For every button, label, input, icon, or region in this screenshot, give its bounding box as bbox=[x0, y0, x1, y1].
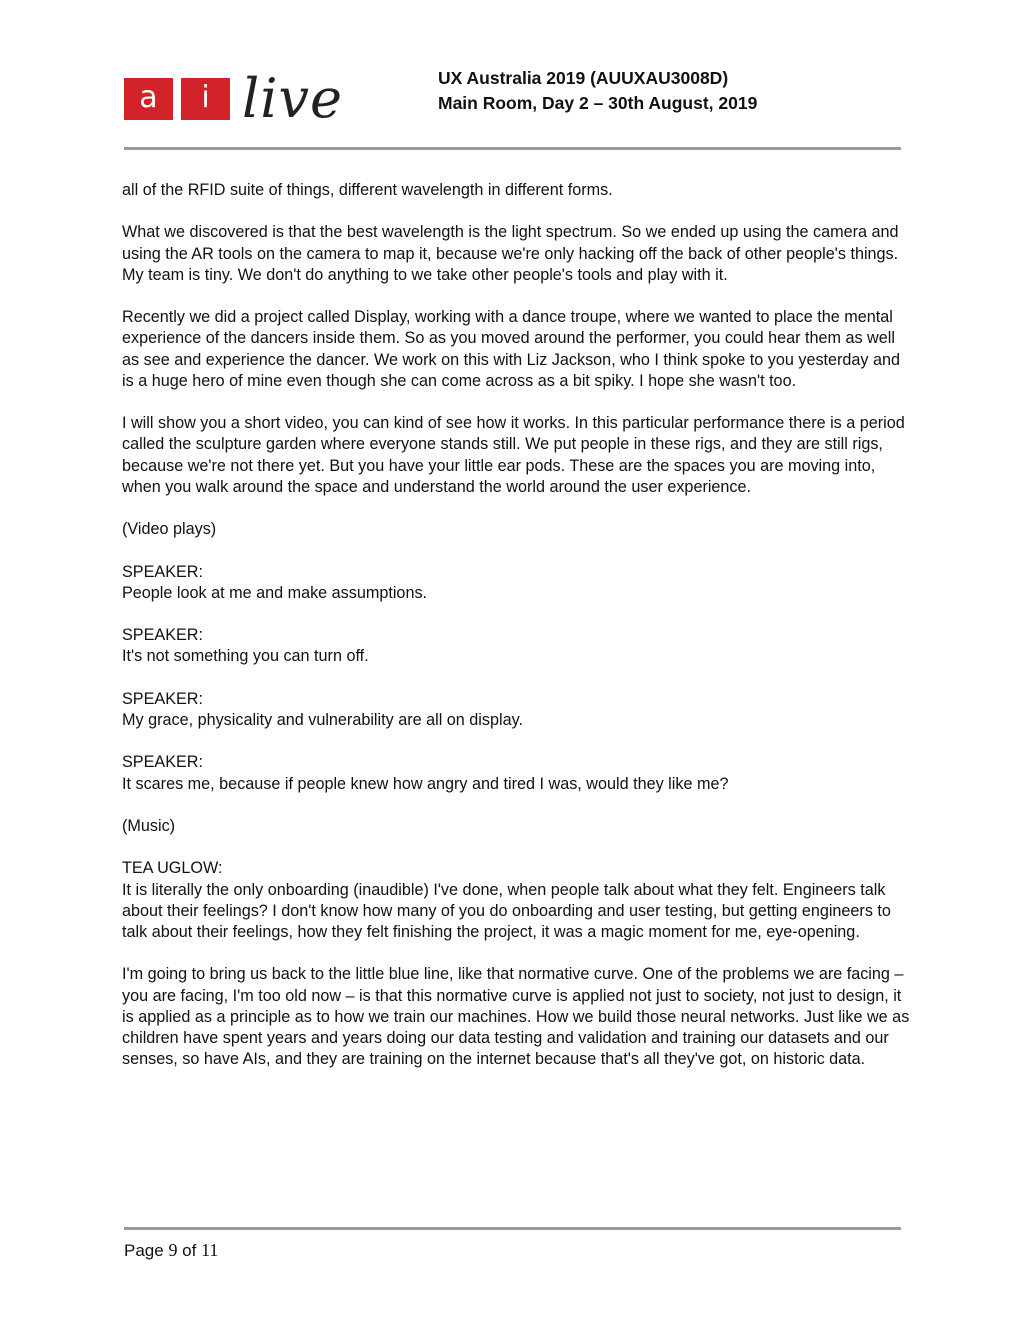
paragraph-text: It's not something you can turn off. bbox=[122, 647, 369, 666]
speaker-label: SPEAKER: bbox=[122, 753, 203, 772]
transcript-paragraph bbox=[122, 752, 912, 794]
transcript-paragraph bbox=[122, 964, 912, 1070]
transcript-paragraph bbox=[122, 180, 912, 201]
transcript-paragraph bbox=[122, 307, 912, 392]
transcript-paragraph bbox=[122, 625, 912, 667]
paragraph-text: Recently we did a project called Display, working with a dance troupe, where we wanted to place the mental experience of the dancers inside them. So as you moved around the performer, you could hear them as well as see and experience the dancer. We work on this with Liz Jackson, who I think spoke to you yesterday and is a huge hero of mine even though she can come across as a bit spiky. I hope she wasn't too. bbox=[122, 308, 901, 390]
paragraph-text: My grace, physicality and vulnerability are all on display. bbox=[122, 710, 523, 729]
document-header bbox=[438, 66, 757, 116]
transcript-paragraph bbox=[122, 413, 912, 498]
session-info: Main Room, Day 2 – 30th August, 2019 bbox=[438, 93, 758, 113]
paragraph-text: What we discovered is that the best wavelength is the light spectrum. So we ended up using the camera and using the AR tools on the camera to map it, because we're only hacking off the back of other people's things. My team is tiny. We don't do anything to we take other people's tools and play with it. bbox=[122, 223, 899, 284]
paragraph-text: It is literally the only onboarding (inaudible) I've done, when people talk about what they felt. Engineers talk about their feelings? I don't know how many of you do onboarding and user testing, but getting engineers to talk about their feelings, how they felt finishing the project, it was a magic moment for me, eye-opening. bbox=[122, 880, 891, 941]
event-title: UX Australia 2019 (AUUXAU3008D) bbox=[438, 68, 729, 88]
logo-live-text: live bbox=[242, 67, 344, 130]
speaker-label: SPEAKER: bbox=[122, 626, 203, 645]
footer-divider bbox=[124, 1227, 901, 1230]
paragraph-text: (Video plays) bbox=[122, 520, 217, 539]
page-label: Page bbox=[124, 1241, 164, 1260]
paragraph-text: I'm going to bring us back to the little blue line, like that normative curve. One of the problems we are facing – you are facing, I'm too old now – is that this normative curve is applied not just to society, not just to design, it is applied as a principle as to how we train our machines. How we build those neural networks. Just like we as children have spent years and years doing our data testing and validation and training our datasets and our senses, so have AIs, and they are training on the internet because that's all they've got, on historic data. bbox=[122, 965, 910, 1069]
of-label: of bbox=[182, 1241, 197, 1260]
logo-i-box: i bbox=[181, 78, 230, 120]
paragraph-text: It scares me, because if people knew how angry and tired I was, would they like me? bbox=[122, 774, 729, 793]
transcript-paragraph bbox=[122, 689, 912, 731]
paragraph-text: all of the RFID suite of things, different wavelength in different forms. bbox=[122, 181, 613, 199]
transcript-paragraph bbox=[122, 858, 912, 943]
paragraph-text: People look at me and make assumptions. bbox=[122, 583, 428, 602]
transcript-paragraph bbox=[122, 562, 912, 604]
paragraph-text: (Music) bbox=[122, 816, 176, 835]
paragraph-text: I will show you a short video, you can kind of see how it works. In this particular performance there is a period called the sculpture garden where everyone stands still. We put people in these rigs, and they are still rigs, because we're not there yet. But you have your little ear pods. These are the spaces you are moving into, when you walk around the space and understand the world around the user experience. bbox=[122, 414, 905, 496]
page-number: 9 bbox=[168, 1240, 178, 1260]
speaker-label: SPEAKER: bbox=[122, 689, 203, 708]
page-footer bbox=[124, 1240, 218, 1261]
header-divider bbox=[124, 147, 901, 150]
speaker-label: SPEAKER: bbox=[122, 562, 203, 581]
transcript-body bbox=[122, 180, 912, 1092]
transcript-paragraph bbox=[122, 222, 912, 286]
total-pages: 11 bbox=[201, 1240, 219, 1260]
ai-live-logo bbox=[124, 67, 344, 130]
transcript-paragraph bbox=[122, 519, 912, 540]
logo-a-box: a bbox=[124, 78, 173, 120]
transcript-paragraph bbox=[122, 816, 912, 837]
speaker-label: TEA UGLOW: bbox=[122, 859, 223, 878]
